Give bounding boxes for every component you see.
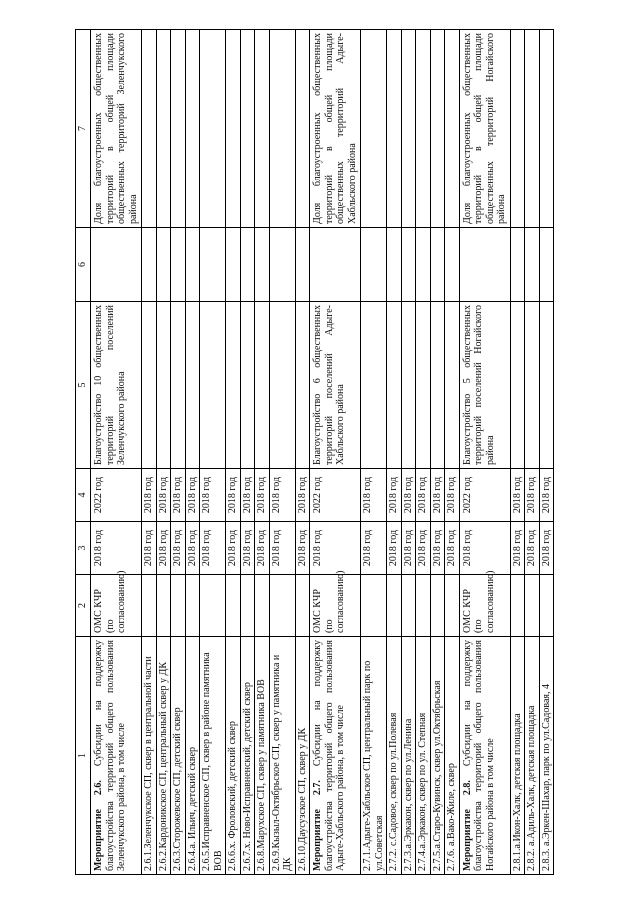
empty-cell [539, 575, 554, 637]
empty-cell [401, 30, 416, 228]
empty-cell [226, 575, 241, 637]
empty-cell [510, 575, 525, 637]
empty-cell [91, 228, 142, 302]
empty-cell [142, 30, 157, 228]
empty-cell [200, 228, 226, 302]
program-table [75, 29, 554, 875]
empty-cell [185, 575, 200, 637]
empty-cell [269, 302, 295, 469]
subitem-row [401, 30, 416, 875]
executor-cell: ОМС КЧР (по согласованию) [310, 575, 361, 637]
measure-description: Субсидии на поддержку благоустройства территорий общего пользования Адыге-Хабльского района, в том числе [312, 640, 346, 871]
subitem-name: 2.7.6. а.Вако-Жиле, сквер [445, 637, 460, 875]
subitem-end-year: 2018 год [387, 469, 402, 522]
subitem-start-year: 2018 год [416, 522, 431, 575]
subitem-start-year: 2018 год [200, 522, 226, 575]
subitem-row [445, 30, 460, 875]
empty-cell [539, 302, 554, 469]
empty-cell [361, 302, 387, 469]
subitem-start-year: 2018 год [445, 522, 460, 575]
empty-cell [142, 302, 157, 469]
empty-cell [387, 228, 402, 302]
empty-cell [240, 302, 255, 469]
measure-row [459, 30, 510, 875]
empty-cell [156, 30, 171, 228]
subitem-end-year: 2018 год [171, 469, 186, 522]
subitem-end-year: 2018 год [416, 469, 431, 522]
subitem-end-year: 2018 год [525, 469, 540, 522]
empty-cell [171, 302, 186, 469]
start-year-cell: 2018 год [310, 522, 361, 575]
empty-cell [525, 575, 540, 637]
empty-cell [445, 228, 460, 302]
subitem-start-year: 2018 год [156, 522, 171, 575]
empty-cell [430, 302, 445, 469]
subitem-end-year: 2018 год [269, 469, 295, 522]
indicator-cell: Доля благоустроенных общественных территорий в общей площади общественных территорий Ногайского района [459, 30, 510, 228]
empty-cell [445, 575, 460, 637]
empty-cell [401, 575, 416, 637]
result-cell: Благоустройство 5 общественных территорий поселений Ногайского района [459, 302, 510, 469]
subitem-name: 2.7.5.а.Старо-Кувинск, сквер ул.Октябрьская [430, 637, 445, 875]
empty-cell [295, 30, 310, 228]
end-year-cell: 2022 год [459, 469, 510, 522]
indicator-cell: Доля благоустроенных общественных территорий в общей площади общественных территорий Адыге-Хабльского района [310, 30, 361, 228]
empty-cell [539, 228, 554, 302]
subitem-name: 2.7.1.Адыге-Хабльское СП, центральный парк по ул.Советская [361, 637, 387, 875]
subitem-name: 2.8.1.а.Икон-Халк, детская площадка [510, 637, 525, 875]
empty-cell [240, 575, 255, 637]
header-row [76, 30, 91, 875]
empty-cell [142, 228, 157, 302]
subitem-name: 2.6.7.х. Ново-Исправненский, детский сквер [240, 637, 255, 875]
result-cell: Благоустройство 10 общественных территорий поселений Зеленчукского района [91, 302, 142, 469]
col-header-2: 2 [76, 575, 91, 637]
empty-cell [510, 30, 525, 228]
empty-cell [142, 575, 157, 637]
empty-cell [430, 575, 445, 637]
empty-cell [156, 228, 171, 302]
measure-description: Субсидии на поддержку благоустройства территорий общего пользования Зеленчукского района, в том числе [93, 640, 127, 871]
subitem-row [387, 30, 402, 875]
subitem-row [269, 30, 295, 875]
empty-cell [295, 302, 310, 469]
result-cell: Благоустройство 6 общественных территорий поселений Адыге-Хабльского района [310, 302, 361, 469]
empty-cell [295, 575, 310, 637]
subitem-end-year: 2018 год [539, 469, 554, 522]
empty-cell [171, 228, 186, 302]
subitem-start-year: 2018 год [387, 522, 402, 575]
subitem-row [539, 30, 554, 875]
empty-cell [525, 30, 540, 228]
empty-cell [387, 302, 402, 469]
subitem-row [416, 30, 431, 875]
measure-row [310, 30, 361, 875]
subitem-start-year: 2018 год [142, 522, 157, 575]
end-year-cell: 2022 год [310, 469, 361, 522]
measure-number: Мероприятие 2.6. [93, 780, 104, 871]
start-year-cell: 2018 год [459, 522, 510, 575]
empty-cell [240, 30, 255, 228]
measure-title [459, 637, 510, 875]
subitem-row [240, 30, 255, 875]
subitem-end-year: 2018 год [240, 469, 255, 522]
col-header-6: 6 [76, 228, 91, 302]
empty-cell [401, 302, 416, 469]
subitem-start-year: 2018 год [525, 522, 540, 575]
empty-cell [185, 228, 200, 302]
subitem-name: 2.7.3.а.Эркакон, сквер по ул.Ленина [401, 637, 416, 875]
empty-cell [269, 228, 295, 302]
subitem-end-year: 2018 год [200, 469, 226, 522]
col-header-4: 4 [76, 469, 91, 522]
subitem-start-year: 2018 год [430, 522, 445, 575]
subitem-end-year: 2018 год [255, 469, 270, 522]
measure-row [91, 30, 142, 875]
subitem-start-year: 2018 год [295, 522, 310, 575]
subitem-row [142, 30, 157, 875]
col-header-7: 7 [76, 30, 91, 228]
subitem-name: 2.6.3.Сторожевское СП, детский сквер [171, 637, 186, 875]
executor-cell: ОМС КЧР (по согласованию) [459, 575, 510, 637]
empty-cell [361, 30, 387, 228]
subitem-row [185, 30, 200, 875]
empty-cell [295, 228, 310, 302]
empty-cell [200, 575, 226, 637]
empty-cell [226, 228, 241, 302]
subitem-start-year: 2018 год [361, 522, 387, 575]
subitem-start-year: 2018 год [240, 522, 255, 575]
subitem-start-year: 2018 год [226, 522, 241, 575]
empty-cell [255, 228, 270, 302]
empty-cell [156, 575, 171, 637]
subitem-start-year: 2018 год [401, 522, 416, 575]
col-header-3: 3 [76, 522, 91, 575]
subitem-name: 2.6.2.Кардоникское СП, центральный сквер у ДК [156, 637, 171, 875]
empty-cell [171, 30, 186, 228]
empty-cell [416, 302, 431, 469]
executor-cell: ОМС КЧР (по согласованию) [91, 575, 142, 637]
empty-cell [200, 30, 226, 228]
empty-cell [387, 30, 402, 228]
measure-title [310, 637, 361, 875]
indicator-cell: Доля благоустроенных общественных территорий в общей площади общественных территорий Зеленчукского района [91, 30, 142, 228]
subitem-row [510, 30, 525, 875]
subitem-end-year: 2018 год [445, 469, 460, 522]
empty-cell [539, 30, 554, 228]
subitem-row [295, 30, 310, 875]
empty-cell [416, 30, 431, 228]
subitem-name: 2.8.3. а.Эркен-Шахар, парк по ул.Садовая, 4 [539, 637, 554, 875]
subitem-name: 2.6.8.Маруxское СП, сквер у памятника ВОВ [255, 637, 270, 875]
empty-cell [255, 575, 270, 637]
subitem-end-year: 2018 год [142, 469, 157, 522]
subitem-name: 2.7.4.а.Эркакон, сквер по ул. Степная [416, 637, 431, 875]
subitem-end-year: 2018 год [226, 469, 241, 522]
subitem-start-year: 2018 год [255, 522, 270, 575]
empty-cell [226, 302, 241, 469]
measure-title [91, 637, 142, 875]
subitem-name: 2.6.9.Кызыл-Октябрьское СП, сквер у памятника и ДК [269, 637, 295, 875]
empty-cell [269, 30, 295, 228]
subitem-row [361, 30, 387, 875]
empty-cell [200, 302, 226, 469]
empty-cell [310, 228, 361, 302]
empty-cell [185, 30, 200, 228]
subitem-start-year: 2018 год [539, 522, 554, 575]
empty-cell [459, 228, 510, 302]
subitem-start-year: 2018 год [510, 522, 525, 575]
empty-cell [156, 302, 171, 469]
empty-cell [255, 302, 270, 469]
empty-cell [525, 302, 540, 469]
subitem-row [226, 30, 241, 875]
subitem-end-year: 2018 год [295, 469, 310, 522]
empty-cell [416, 575, 431, 637]
empty-cell [510, 228, 525, 302]
empty-cell [445, 30, 460, 228]
subitem-end-year: 2018 год [510, 469, 525, 522]
subitem-row [525, 30, 540, 875]
col-header-5: 5 [76, 302, 91, 469]
empty-cell [255, 30, 270, 228]
subitem-name: 2.7.2. с.Садовое, сквер по ул.Полевая [387, 637, 402, 875]
subitem-row [200, 30, 226, 875]
subitem-end-year: 2018 год [401, 469, 416, 522]
measure-description: Субсидии на поддержку благоустройства территорий общего пользования Ногайского района в том числе [461, 640, 496, 871]
empty-cell [525, 228, 540, 302]
subitem-name: 2.8.2. а.Адиль-Халк, детская площадка [525, 637, 540, 875]
subitem-start-year: 2018 год [171, 522, 186, 575]
empty-cell [226, 30, 241, 228]
subitem-name: 2.6.6.х. Фроловский, детский сквер [226, 637, 241, 875]
start-year-cell: 2018 год [91, 522, 142, 575]
subitem-row [171, 30, 186, 875]
subitem-name: 2.6.4.а. Ильич, детский сквер [185, 637, 200, 875]
subitem-end-year: 2018 год [361, 469, 387, 522]
col-header-1: 1 [76, 637, 91, 875]
empty-cell [269, 575, 295, 637]
subitem-name: 2.6.1.Зеленчукское СП, сквер в центральной части [142, 637, 157, 875]
subitem-name: 2.6.10.Даусузское СП, сквер у ДК [295, 637, 310, 875]
subitem-start-year: 2018 год [269, 522, 295, 575]
empty-cell [401, 228, 416, 302]
end-year-cell: 2022 год [91, 469, 142, 522]
rotated-page [75, 30, 635, 875]
empty-cell [361, 228, 387, 302]
subitem-row [255, 30, 270, 875]
measure-number: Мероприятие 2.8. [461, 780, 473, 871]
empty-cell [430, 228, 445, 302]
empty-cell [171, 575, 186, 637]
subitem-row [430, 30, 445, 875]
subitem-name: 2.6.5.Исправненское СП, сквер в районе памятника ВОВ [200, 637, 226, 875]
empty-cell [510, 302, 525, 469]
subitem-start-year: 2018 год [185, 522, 200, 575]
subitem-end-year: 2018 год [156, 469, 171, 522]
subitem-end-year: 2018 год [185, 469, 200, 522]
subitem-end-year: 2018 год [430, 469, 445, 522]
empty-cell [416, 228, 431, 302]
empty-cell [361, 575, 387, 637]
empty-cell [387, 575, 402, 637]
empty-cell [430, 30, 445, 228]
subitem-row [156, 30, 171, 875]
empty-cell [240, 228, 255, 302]
empty-cell [185, 302, 200, 469]
empty-cell [445, 302, 460, 469]
measure-number: Мероприятие 2.7. [312, 780, 323, 871]
